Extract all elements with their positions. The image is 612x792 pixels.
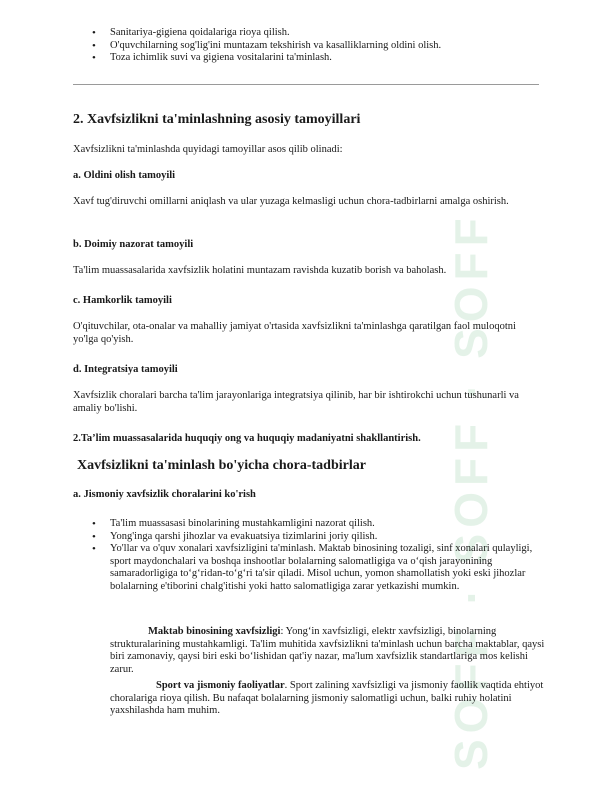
list-item: • Yo'llar va o'quv xonalari xavfsizligini ta'minlash. Maktab binosining tozaligi, sinf xonalari qulayligi, sport maydonchalari va boshqa inshootlar bolalarning salomatligiga va o‘qish jarayonining samaradorligiga to‘g‘ridan-to‘g‘ri ta'sir qiladi. Misol uchun, yomon shamollatish yoki eski jihozlar bolalarning e'tiborini chalg'itishi yoki hatto salomatligiga zarar yetkazishi mumkin. <box>92 543 544 593</box>
horizontal-divider <box>73 84 539 85</box>
subheading-a: a. Oldini olish tamoyili <box>73 170 176 181</box>
section-intro: Xavfsizlikni ta'minlashda quyidagi tamoyillar asos qilib olinadi: <box>73 144 343 155</box>
sport-text: . Sport zalining xavfsizligi va jismoniy faollik vaqtida ehtiyot choralariga rioya qilish. Bu nafaqat bolalarning jismoniy salomatligi uchun, balki ruhiy holatini yaxshilashda ham muhim. <box>110 680 544 717</box>
list-item: • Ta'lim muassasasi binolarining mustahkamligini nazorat qilish. <box>92 518 544 531</box>
list-item: • Sanitariya-gigiena qoidalariga rioya qilish. <box>92 27 441 40</box>
subheading-b: b. Doimiy nazorat tamoyili <box>73 239 194 250</box>
subheading-d: d. Integratsiya tamoyili <box>73 364 178 375</box>
list-item: • Yong'inga qarshi jihozlar va evakuatsiya tizimlarini joriy qilish. <box>92 531 544 544</box>
paragraph-b: Ta'lim muassasalarida xavfsizlik holatini muntazam ravishda kuzatib borish va baholash. <box>73 265 447 276</box>
watermark-logo: SOFF · SOFF · SOFF <box>445 212 497 770</box>
subheading-c: c. Hamkorlik tamoyili <box>73 295 172 306</box>
heading-legal-culture: 2.Ta’lim muassasalarida huquqiy ong va huquqiy madaniyatni shakllantirish. <box>73 433 421 444</box>
sport-label: Sport va jismoniy faoliyatlar <box>156 680 285 691</box>
physical-bullet-list <box>92 518 544 594</box>
paragraph-sport <box>110 680 550 718</box>
list-item: • O'quvchilarning sog'lig'ini muntazam tekshirish va kasalliklarning oldini olish. <box>92 40 441 53</box>
school-building-label: Maktab binosining xavfsizligi <box>148 626 281 637</box>
paragraph-a: Xavf tug'diruvchi omillarni aniqlash va ular yuzaga kelmasligi uchun chora-tadbirlarni amalga oshirish. <box>73 196 509 207</box>
paragraph-school-building <box>110 626 550 676</box>
school-building-text: : Yong‘in xavfsizligi, elektr xavfsizligi, binolarning strukturalarining mustahkamligi. Ta'lim muhitida xavfsizlikni ta'minlash uchun barcha maktablar, qaysi biri zamonaviy, qaysi biri eski bo‘lishidan qat'iy nazar, ma'lum xavfsizlik standartlariga mos kelishi zarur. <box>110 626 545 675</box>
paragraph-d: Xavfsizlik choralari barcha ta'lim jarayonlariga integratsiya qilinib, har bir ishtirokchi uchun tushunarli va amaliy bo'lishi. <box>73 390 519 414</box>
top-bullet-list <box>92 27 441 65</box>
heading-measures: Xavfsizlikni ta'minlash bo'yicha chora-tadbirlar <box>77 458 366 473</box>
section-heading: 2. Xavfsizlikni ta'minlashning asosiy tamoyillari <box>73 112 361 127</box>
paragraph-c: O'qituvchilar, ota-onalar va mahalliy jamiyat o'rtasida xavfsizlikni ta'minlashga qaratilgan faol muloqotni yo'lga qo'yish. <box>73 321 516 345</box>
list-item: • Toza ichimlik suvi va gigiena vositalarini ta'minlash. <box>92 52 441 65</box>
subheading-physical: a. Jismoniy xavfsizlik choralarini ko'rish <box>73 489 256 500</box>
